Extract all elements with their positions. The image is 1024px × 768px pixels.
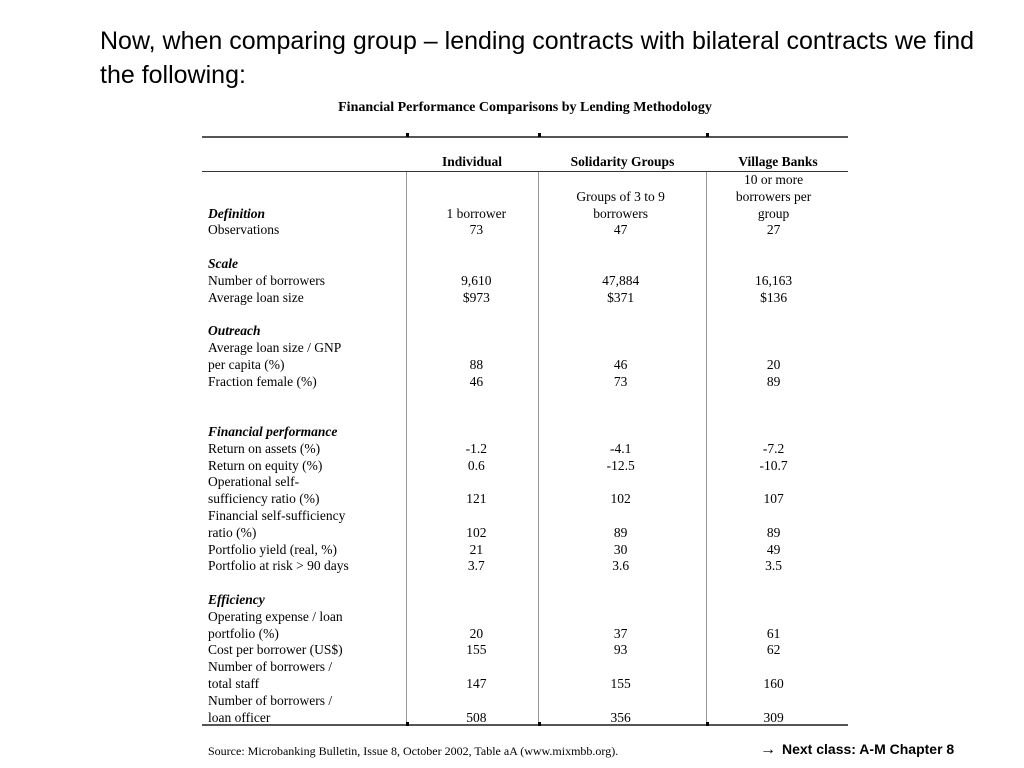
table-row <box>208 290 848 307</box>
cell-solidarity-groups: 155 <box>610 675 631 691</box>
next-class-text: Next class: A-M Chapter 8 <box>782 741 955 757</box>
row-label: Return on assets (%) <box>208 440 321 456</box>
cell-village-banks: 16,163 <box>755 272 793 288</box>
cell-individual <box>411 256 543 273</box>
cell-village-banks <box>699 424 848 441</box>
cell-solidarity-groups: 89 <box>613 524 628 540</box>
cell-solidarity-groups: 47,884 <box>602 272 640 288</box>
cell-individual: 1 borrower <box>446 205 507 221</box>
table-row <box>208 558 848 575</box>
cell-individual <box>411 609 543 626</box>
cell-individual <box>411 340 543 357</box>
table-row <box>208 441 848 458</box>
cell-solidarity-groups: 46 <box>613 356 628 372</box>
table-row <box>208 458 848 475</box>
row-label: sufficiency ratio (%) <box>208 491 320 507</box>
section-label: Efficiency <box>208 591 265 607</box>
row-label: Return on equity (%) <box>208 457 323 473</box>
cell-individual <box>411 306 543 323</box>
cell-individual <box>411 239 543 256</box>
rule-tick <box>706 133 709 137</box>
cell-solidarity-groups <box>542 592 699 609</box>
cell-individual: 0.6 <box>467 457 485 473</box>
table-row <box>208 508 848 525</box>
source-note: Source: Microbanking Bulletin, Issue 8, October 2002, Table aA (www.mixmbb.org). <box>208 744 619 758</box>
cell-individual: 88 <box>469 356 484 372</box>
cell-solidarity-groups <box>542 340 699 357</box>
cell-village-banks <box>699 239 848 256</box>
row-label <box>208 575 411 592</box>
cell-village-banks: 107 <box>763 491 784 507</box>
table-row <box>208 239 848 256</box>
cell-individual <box>411 575 543 592</box>
section-label: Financial performance <box>208 423 338 439</box>
row-label: Operating expense / loan <box>208 608 343 624</box>
cell-village-banks: 309 <box>763 709 784 725</box>
cell-village-banks <box>699 306 848 323</box>
row-label: Average loan size / GNP <box>208 339 342 355</box>
cell-solidarity-groups <box>542 256 699 273</box>
table-row <box>208 659 848 676</box>
section-label: Outreach <box>208 323 261 339</box>
table-row <box>208 172 848 189</box>
cell-village-banks: 89 <box>766 373 781 389</box>
cell-individual <box>411 592 543 609</box>
table-row <box>208 626 848 643</box>
cell-individual <box>411 474 543 491</box>
table-row <box>208 609 848 626</box>
table-row <box>208 222 848 239</box>
cell-solidarity-groups: 30 <box>613 541 628 557</box>
table-figure <box>200 98 850 738</box>
row-label <box>208 172 411 189</box>
cell-individual: $973 <box>462 289 490 305</box>
cell-village-banks: $136 <box>760 289 788 305</box>
cell-village-banks: 10 or more <box>743 172 804 187</box>
row-label: Number of borrowers <box>208 272 325 288</box>
cell-individual <box>411 407 543 424</box>
table-row <box>208 407 848 424</box>
row-label <box>208 306 411 323</box>
cell-solidarity-groups <box>542 693 699 710</box>
cell-village-banks: -10.7 <box>759 457 788 473</box>
table-row <box>208 474 848 491</box>
cell-solidarity-groups <box>542 390 699 407</box>
table-title: Financial Performance Comparisons by Lending Methodology <box>338 100 712 115</box>
cell-village-banks: 61 <box>766 625 781 641</box>
cell-solidarity-groups: 93 <box>613 642 628 658</box>
column-header-village-banks: Village Banks <box>738 154 818 169</box>
cell-solidarity-groups: -4.1 <box>609 440 632 456</box>
rule-tick <box>538 722 541 726</box>
row-label: Financial self-sufficiency <box>208 507 346 523</box>
cell-village-banks: group <box>757 205 790 221</box>
cell-solidarity-groups: 102 <box>610 491 631 507</box>
cell-solidarity-groups: $371 <box>607 289 635 305</box>
top-rule <box>202 136 848 138</box>
cell-individual: 147 <box>466 675 487 691</box>
table-row <box>208 306 848 323</box>
cell-solidarity-groups <box>542 407 699 424</box>
row-label: Number of borrowers / <box>208 692 333 708</box>
column-header-solidarity-groups: Solidarity Groups <box>570 154 675 169</box>
cell-village-banks <box>699 508 848 525</box>
cell-solidarity-groups: Groups of 3 to 9 <box>576 188 665 204</box>
cell-individual <box>411 659 543 676</box>
cell-individual: 121 <box>466 491 487 507</box>
row-label: total staff <box>208 675 260 691</box>
section-row <box>208 592 848 609</box>
table-row <box>208 491 848 508</box>
cell-village-banks: 3.5 <box>765 558 782 574</box>
section-label: Scale <box>208 255 238 271</box>
row-label <box>208 390 411 407</box>
cell-village-banks: 160 <box>763 675 784 691</box>
cell-village-banks: borrowers per <box>735 188 812 204</box>
table-row <box>208 575 848 592</box>
rule-tick <box>406 133 409 137</box>
cell-individual: 508 <box>466 709 487 725</box>
cell-individual: 73 <box>469 222 484 238</box>
cell-solidarity-groups: 47 <box>613 222 628 238</box>
cell-village-banks: 49 <box>766 541 781 557</box>
cell-individual <box>411 323 543 340</box>
slide-headline: Now, when comparing group – lending contracts with bilateral contracts we find the following: <box>100 27 975 89</box>
table-body <box>208 172 848 726</box>
rule-tick <box>538 133 541 137</box>
cell-individual <box>411 390 543 407</box>
cell-individual: 3.7 <box>467 558 485 574</box>
cell-solidarity-groups <box>542 609 699 626</box>
cell-individual <box>411 424 543 441</box>
cell-solidarity-groups <box>542 323 699 340</box>
row-label: Average loan size <box>208 289 304 305</box>
row-label: Cost per borrower (US$) <box>208 642 343 658</box>
cell-individual: 102 <box>466 524 487 540</box>
section-row <box>208 206 848 223</box>
cell-individual: 46 <box>469 373 484 389</box>
row-label: ratio (%) <box>208 524 257 540</box>
cell-village-banks <box>699 323 848 340</box>
cell-individual <box>411 693 543 710</box>
cell-solidarity-groups <box>542 424 699 441</box>
cell-solidarity-groups: 37 <box>613 625 628 641</box>
cell-village-banks <box>699 407 848 424</box>
row-label <box>208 189 411 206</box>
bottom-rule <box>202 724 848 726</box>
cell-solidarity-groups: 3.6 <box>612 558 630 574</box>
cell-village-banks: 20 <box>766 356 781 372</box>
rule-tick <box>406 722 409 726</box>
cell-solidarity-groups <box>542 575 699 592</box>
row-label: Portfolio yield (real, %) <box>208 541 337 557</box>
cell-individual: 21 <box>469 541 484 557</box>
cell-village-banks <box>699 592 848 609</box>
cell-village-banks: -7.2 <box>762 440 785 456</box>
cell-solidarity-groups <box>542 239 699 256</box>
section-row <box>208 323 848 340</box>
cell-village-banks <box>699 659 848 676</box>
cell-solidarity-groups <box>542 474 699 491</box>
row-label: Number of borrowers / <box>208 659 333 675</box>
cell-solidarity-groups: 356 <box>610 709 631 725</box>
table-row <box>208 189 848 206</box>
section-row <box>208 424 848 441</box>
cell-village-banks <box>699 693 848 710</box>
table-row <box>208 642 848 659</box>
cell-individual: 155 <box>466 642 487 658</box>
cell-individual <box>411 508 543 525</box>
cell-solidarity-groups: -12.5 <box>606 457 635 473</box>
row-label: loan officer <box>208 709 271 725</box>
table-row <box>208 676 848 693</box>
cell-village-banks <box>699 474 848 491</box>
section-row <box>208 256 848 273</box>
cell-individual <box>411 172 543 189</box>
cell-solidarity-groups <box>542 306 699 323</box>
next-class-note <box>760 741 954 759</box>
row-label: Fraction female (%) <box>208 373 317 389</box>
table-row <box>208 390 848 407</box>
cell-solidarity-groups <box>542 172 699 189</box>
cell-village-banks <box>699 340 848 357</box>
row-label <box>208 239 411 256</box>
cell-solidarity-groups <box>542 508 699 525</box>
table-row <box>208 542 848 559</box>
table-row <box>208 374 848 391</box>
cell-village-banks <box>699 575 848 592</box>
table-row <box>208 525 848 542</box>
row-label: portfolio (%) <box>208 625 279 641</box>
section-label: Definition <box>208 205 266 221</box>
right-arrow-icon: → <box>760 741 776 758</box>
cell-village-banks <box>699 256 848 273</box>
row-label: Portfolio at risk > 90 days <box>208 558 349 574</box>
table-row <box>208 357 848 374</box>
cell-solidarity-groups: 73 <box>613 373 628 389</box>
cell-village-banks: 27 <box>766 222 781 238</box>
cell-individual: -1.2 <box>465 440 488 456</box>
cell-village-banks <box>699 609 848 626</box>
cell-solidarity-groups: borrowers <box>593 205 649 221</box>
cell-individual <box>411 189 543 206</box>
table-row <box>208 340 848 357</box>
cell-village-banks: 62 <box>766 642 781 658</box>
cell-solidarity-groups <box>542 659 699 676</box>
table-row <box>208 693 848 710</box>
row-label <box>208 407 411 424</box>
cell-individual: 20 <box>469 625 484 641</box>
column-header-individual: Individual <box>441 154 503 169</box>
table-row <box>208 273 848 290</box>
row-label: per capita (%) <box>208 356 285 372</box>
row-label: Observations <box>208 222 280 238</box>
row-label: Operational self- <box>208 474 300 490</box>
cell-individual: 9,610 <box>461 272 492 288</box>
rule-tick <box>706 722 709 726</box>
cell-village-banks: 89 <box>766 524 781 540</box>
cell-village-banks <box>699 390 848 407</box>
comparison-table <box>208 172 848 726</box>
